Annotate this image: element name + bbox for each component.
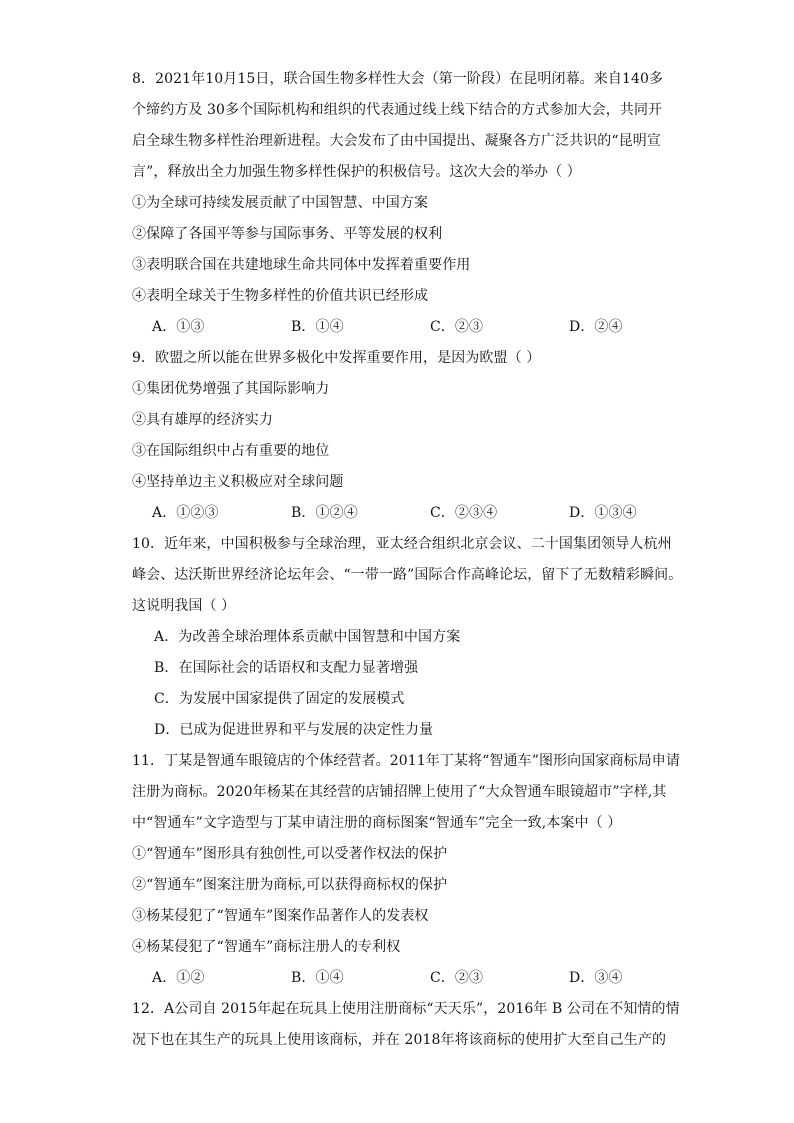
choice-b[interactable]: B．①④: [291, 970, 344, 986]
choice-a[interactable]: A．①②: [152, 970, 205, 986]
question-9: [132, 343, 662, 529]
choice-a[interactable]: A．①③: [152, 319, 205, 335]
choice-c[interactable]: C．②③: [430, 319, 484, 335]
question-10-option-a[interactable]: A．为改善全球治理体系贡献中国智慧和中国方案: [154, 629, 461, 645]
question-10: [132, 529, 683, 746]
choice-c[interactable]: C．②③: [430, 970, 484, 986]
choice-c[interactable]: C．②③④: [430, 505, 498, 521]
question-8-stem-line-4: 言”，释放出全力加强生物多样性保护的积极信号。这次大会的举办（ ）: [132, 164, 581, 180]
question-9-statement-2: ②具有雄厚的经济实力: [132, 412, 273, 428]
question-8-choices: [132, 312, 662, 343]
question-9-statement-3: ③在国际组织中占有重要的地位: [132, 443, 330, 459]
question-10-stem-line-1: 10．近年来，中国积极参与全球治理，亚太经合组织北京会议、二十国集团领导人杭州: [132, 536, 672, 552]
question-12: [132, 994, 680, 1056]
question-9-choices: [132, 498, 662, 529]
question-10-option-d[interactable]: D．已成为促进世界和平与发展的决定性力量: [154, 722, 434, 738]
question-11-statement-3: ③杨某侵犯了“智通车”图案作品著作人的发表权: [132, 908, 429, 924]
choice-a[interactable]: A．①②③: [152, 505, 219, 521]
question-11-choices: [132, 963, 662, 994]
question-10-stem-line-2: 峰会、达沃斯世界经济论坛年会、“一带一路”国际合作高峰论坛，留下了无数精彩瞬间。: [132, 567, 683, 583]
question-8-statement-3: ③表明联合国在共建地球生命共同体中发挥着重要作用: [132, 257, 471, 273]
question-10-stem-line-3: 这说明我国（ ）: [132, 598, 236, 614]
question-11-statement-4: ④杨某侵犯了“智通车”商标注册人的专利权: [132, 939, 401, 955]
question-8: [132, 64, 662, 343]
choice-d[interactable]: D．①③④: [569, 505, 637, 521]
question-8-statement-4: ④表明全球关于生物多样性的价值共识已经形成: [132, 288, 429, 304]
question-8-stem-line-3: 启全球生物多样性治理新进程。大会发布了由中国提出、凝聚各方广泛共识的“昆明宣: [132, 133, 661, 149]
question-8-stem-line-2: 个缔约方及 30多个国际机构和组织的代表通过线上线下结合的方式参加大会，共同开: [132, 102, 663, 118]
choice-b[interactable]: B．①②④: [291, 505, 358, 521]
question-11-stem-line-1: 11．丁某是智通车眼镜店的个体经营者。2011年丁某将“智通车”图形向国家商标局申请: [132, 753, 680, 769]
question-11-statement-2: ②“智通车”图案注册为商标,可以获得商标权的保护: [132, 877, 448, 893]
question-9-statement-4: ④坚持单边主义积极应对全球问题: [132, 474, 344, 490]
question-8-stem-line-1: 8．2021年10月15日，联合国生物多样性大会（第一阶段）在昆明闭幕。来自140多: [132, 71, 664, 87]
question-12-stem-line-1: 12．A公司自 2015年起在玩具上使用注册商标“天天乐”，2016年 B 公司在不知情的情: [132, 1001, 680, 1017]
question-9-statement-1: ①集团优势增强了其国际影响力: [132, 381, 330, 397]
choice-d[interactable]: D．②④: [569, 319, 623, 335]
question-10-option-b[interactable]: B．在国际社会的话语权和支配力显著增强: [154, 660, 419, 676]
question-9-stem-line-1: 9．欧盟之所以能在世界多极化中发挥重要作用，是因为欧盟（ ）: [132, 350, 541, 366]
question-11-statement-1: ①“智通车”图形具有独创性,可以受著作权法的保护: [132, 846, 448, 862]
choice-b[interactable]: B．①④: [291, 319, 344, 335]
question-8-statement-1: ①为全球可持续发展贡献了中国智慧、中国方案: [132, 195, 429, 211]
question-list: [132, 64, 683, 1056]
choice-d[interactable]: D．③④: [569, 970, 623, 986]
question-11-stem-line-3: 中“智通车”文字造型与丁某申请注册的商标图案“智通车”完全一致,本案中（ ）: [132, 815, 622, 831]
question-11-stem-line-2: 注册为商标。2020年杨某在其经营的店铺招牌上使用了“大众智通车眼镜超市”字样,其: [132, 784, 667, 800]
question-12-stem-line-2: 况下也在其生产的玩具上使用该商标，并在 2018年将该商标的使用扩大至自己生产的: [132, 1032, 667, 1048]
question-11: [132, 746, 680, 994]
question-10-option-c[interactable]: C．为发展中国家提供了固定的发展模式: [154, 691, 405, 707]
question-8-statement-2: ②保障了各国平等参与国际事务、平等发展的权利: [132, 226, 443, 242]
